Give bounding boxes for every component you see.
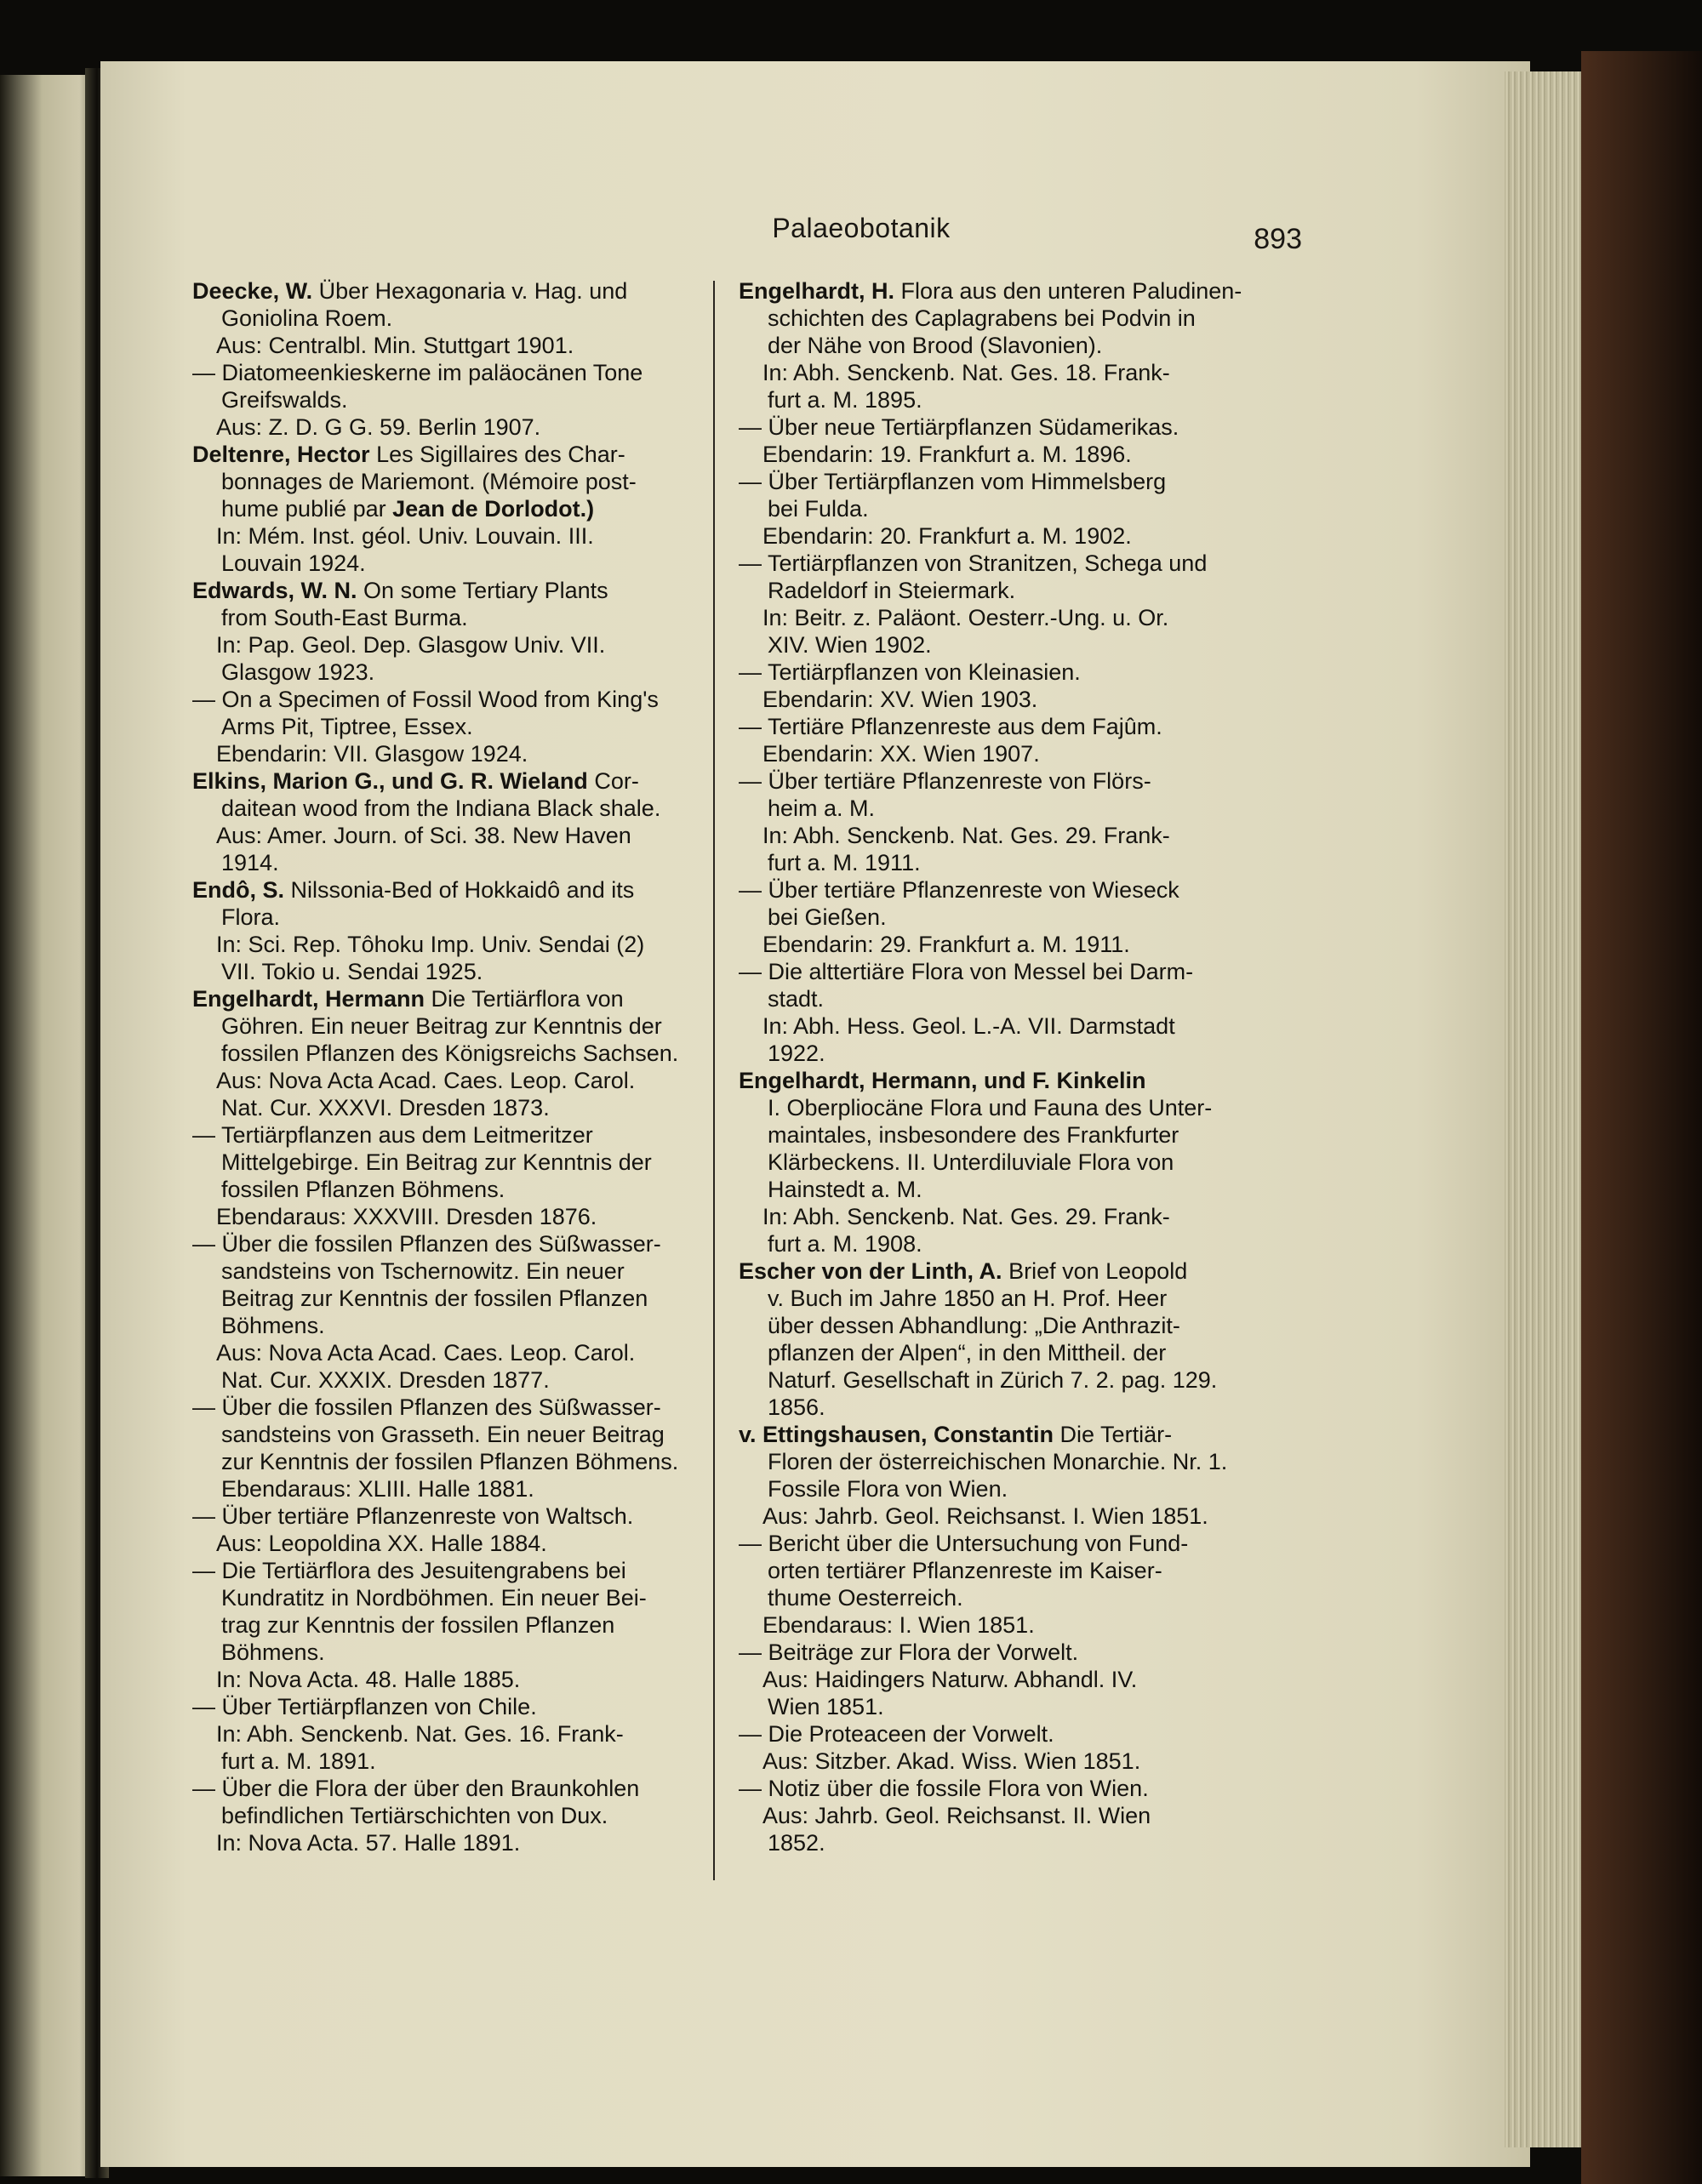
- entry-line: [739, 1121, 1261, 1149]
- entry-text: Radeldorf in Steiermark.: [768, 578, 1016, 603]
- entry-text: Nat. Cur. XXXIX. Dresden 1877.: [221, 1367, 550, 1393]
- entry-line: [192, 468, 713, 495]
- entry-text: fossilen Pflanzen Böhmens.: [221, 1177, 505, 1202]
- entry-line: [739, 468, 1261, 495]
- entry-text: — Über Tertiärpflanzen vom Himmelsberg: [739, 469, 1167, 494]
- entry-line: [739, 386, 1261, 413]
- entry-text: XIV. Wien 1902.: [768, 632, 932, 658]
- entry-line: [192, 985, 713, 1012]
- entry-text: I. Oberpliocäne Flora und Fauna des Unter-: [768, 1095, 1213, 1121]
- entry-line: [192, 550, 713, 577]
- entry-line: [192, 522, 713, 550]
- entry-text: Aus: Sitzber. Akad. Wiss. Wien 1851.: [762, 1748, 1141, 1774]
- entry-line: [739, 1611, 1261, 1639]
- entry-text: In: Nova Acta. 57. Halle 1891.: [216, 1830, 521, 1856]
- entry-text: — Bericht über die Untersuchung von Fund-: [739, 1531, 1189, 1556]
- entry-text: Aus: Nova Acta Acad. Caes. Leop. Carol.: [216, 1340, 636, 1366]
- entry-line: [192, 1748, 713, 1775]
- page-edges: [1505, 71, 1590, 2147]
- entry-text: Aus: Haidingers Naturw. Abhandl. IV.: [762, 1667, 1138, 1692]
- entry-text: — Über die fossilen Pflanzen des Süßwasser-: [192, 1394, 661, 1420]
- entry-text: Wien 1851.: [768, 1694, 884, 1719]
- entry-line: [739, 277, 1261, 305]
- entry-line: [739, 1693, 1261, 1720]
- author-name: Endô, S.: [192, 877, 284, 903]
- entry-text: Fossile Flora von Wien.: [768, 1476, 1008, 1502]
- entry-text: Louvain 1924.: [221, 550, 366, 576]
- entry-line: [739, 1176, 1261, 1203]
- entry-line: [192, 876, 713, 904]
- entry-line: [192, 1230, 713, 1257]
- entry-line: [739, 1802, 1261, 1829]
- entry-line: [192, 1584, 713, 1611]
- entry-line: [192, 1557, 713, 1584]
- entry-line: [192, 1121, 713, 1149]
- entry-line: [739, 1040, 1261, 1067]
- entry-line: [739, 441, 1261, 468]
- entry-text: Ebendaraus: I. Wien 1851.: [762, 1612, 1035, 1638]
- entry-line: [739, 1285, 1261, 1312]
- entry-text: Floren der österreichischen Monarchie. Nr. 1.: [768, 1449, 1228, 1474]
- entry-text: Glasgow 1923.: [221, 659, 375, 685]
- entry-line: [192, 931, 713, 958]
- bibliography-entry: [192, 359, 713, 441]
- entry-text: — Tertiärpflanzen von Kleinasien.: [739, 659, 1081, 685]
- entry-line: [739, 1366, 1261, 1394]
- entry-text: Aus: Leopoldina XX. Halle 1884.: [216, 1531, 547, 1556]
- entry-text: In: Abh. Senckenb. Nat. Ges. 29. Frank-: [762, 823, 1170, 848]
- entry-line: [739, 713, 1261, 740]
- entry-text: furt a. M. 1908.: [768, 1231, 922, 1257]
- entry-text: — Notiz über die fossile Flora von Wien.: [739, 1776, 1149, 1801]
- entry-line: [739, 1448, 1261, 1475]
- entry-text: zur Kenntnis der fossilen Pflanzen Böhmens.: [221, 1449, 679, 1474]
- entry-line: [739, 795, 1261, 822]
- entry-line: [192, 740, 713, 767]
- bibliography-entry: [192, 1503, 713, 1557]
- entry-line: [192, 1067, 713, 1094]
- right-column: [739, 277, 1261, 1856]
- entry-line: [739, 1394, 1261, 1421]
- entry-line: [739, 1584, 1261, 1611]
- entry-line: [739, 1639, 1261, 1666]
- column-divider: [713, 281, 715, 1880]
- entry-line: [192, 332, 713, 359]
- entry-line: [192, 1312, 713, 1339]
- entry-line: [192, 359, 713, 386]
- entry-text: In: Abh. Hess. Geol. L.-A. VII. Darmstadt: [762, 1013, 1175, 1039]
- entry-line: [739, 1312, 1261, 1339]
- bibliography-entry: [192, 577, 713, 686]
- entry-text: Kundratitz in Nordböhmen. Ein neuer Bei-: [221, 1585, 647, 1611]
- entry-text: In: Sci. Rep. Tôhoku Imp. Univ. Sendai (2): [216, 932, 645, 957]
- entry-line: [192, 1475, 713, 1503]
- entry-line: [192, 1829, 713, 1856]
- entry-line: [739, 958, 1261, 985]
- bibliography-entry: [739, 1720, 1261, 1775]
- entry-line: [739, 631, 1261, 659]
- author-name: Engelhardt, Hermann, und F. Kinkelin: [739, 1068, 1146, 1093]
- entry-text: maintales, insbesondere des Frankfurter: [768, 1122, 1179, 1148]
- entry-line: [739, 1829, 1261, 1856]
- entry-line: [739, 1203, 1261, 1230]
- entry-line: [192, 1421, 713, 1448]
- entry-line: [739, 577, 1261, 604]
- entry-line: [192, 305, 713, 332]
- entry-line: [192, 659, 713, 686]
- entry-text: Die Tertiär-: [1054, 1422, 1173, 1447]
- entry-line: [192, 1666, 713, 1693]
- entry-line: [739, 1748, 1261, 1775]
- bibliography-entry: [739, 468, 1261, 550]
- author-name: Edwards, W. N.: [192, 578, 357, 603]
- entry-text: stadt.: [768, 986, 825, 1012]
- bibliography-entry: [739, 767, 1261, 876]
- author-name: v. Ettingshausen, Constantin: [739, 1422, 1054, 1447]
- entry-line: [192, 386, 713, 413]
- entry-line: [192, 822, 713, 849]
- entry-line: [192, 904, 713, 931]
- entry-text: Über Hexagonaria v. Hag. und: [312, 278, 628, 304]
- author-name: Deecke, W.: [192, 278, 313, 304]
- entry-line: [192, 1639, 713, 1666]
- bibliography-entry: [739, 1639, 1261, 1720]
- bibliography-entry: [192, 1121, 713, 1230]
- bibliography-entry: [739, 277, 1261, 413]
- entry-text: Nilssonia-Bed of Hokkaidô and its: [284, 877, 635, 903]
- entry-line: [192, 1176, 713, 1203]
- entry-text: thume Oesterreich.: [768, 1585, 963, 1611]
- entry-line: [739, 822, 1261, 849]
- entry-text: Ebendaraus: XLIII. Halle 1881.: [221, 1476, 534, 1502]
- entry-text: bonnages de Mariemont. (Mémoire post-: [221, 469, 637, 494]
- bibliography-entry: [192, 686, 713, 767]
- entry-text: trag zur Kenntnis der fossilen Pflanzen: [221, 1612, 615, 1638]
- entry-line: [192, 495, 713, 522]
- bibliography-entry: [739, 1257, 1261, 1421]
- entry-text: In: Pap. Geol. Dep. Glasgow Univ. VII.: [216, 632, 606, 658]
- entry-line: [192, 1530, 713, 1557]
- entry-line: [192, 1149, 713, 1176]
- entry-text: — Über die Flora der über den Braunkohlen: [192, 1776, 640, 1801]
- bibliography-entry: [192, 1230, 713, 1394]
- running-header: Palaeobotanik: [772, 213, 951, 243]
- entry-line: [192, 1611, 713, 1639]
- entry-line: [192, 1339, 713, 1366]
- entry-text: Aus: Centralbl. Min. Stuttgart 1901.: [216, 333, 574, 358]
- entry-text: In: Abh. Senckenb. Nat. Ges. 29. Frank-: [762, 1204, 1170, 1229]
- entry-text: Arms Pit, Tiptree, Essex.: [221, 714, 473, 739]
- bibliography-entry: [739, 659, 1261, 713]
- entry-text: bei Fulda.: [768, 496, 869, 522]
- entry-line: [739, 1530, 1261, 1557]
- entry-line: [192, 1775, 713, 1802]
- entry-text: In: Nova Acta. 48. Halle 1885.: [216, 1667, 521, 1692]
- entry-text: — Tertiärpflanzen von Stranitzen, Schega und: [739, 550, 1208, 576]
- entry-text: — Beiträge zur Flora der Vorwelt.: [739, 1639, 1079, 1665]
- entry-text: — Über die fossilen Pflanzen des Süßwasser-: [192, 1231, 661, 1257]
- bibliography-entry: [192, 1775, 713, 1856]
- entry-line: [739, 1257, 1261, 1285]
- entry-line: [739, 550, 1261, 577]
- entry-line: [192, 713, 713, 740]
- author-name: Engelhardt, H.: [739, 278, 895, 304]
- entry-text: furt a. M. 1911.: [768, 850, 921, 875]
- entry-text: VII. Tokio u. Sendai 1925.: [221, 959, 483, 984]
- entry-text: Flora aus den unteren Paludinen-: [894, 278, 1242, 304]
- entry-line: [192, 1802, 713, 1829]
- entry-text: Hainstedt a. M.: [768, 1177, 922, 1202]
- entry-text: Goniolina Roem.: [221, 305, 393, 331]
- entry-text: 1852.: [768, 1830, 825, 1856]
- entry-text: Ebendarin: 19. Frankfurt a. M. 1896.: [762, 442, 1132, 467]
- entry-text: — Die Tertiärflora des Jesuitengrabens bei: [192, 1558, 626, 1583]
- entry-text: — Tertiäre Pflanzenreste aus dem Fajûm.: [739, 714, 1162, 739]
- entry-line: [192, 1040, 713, 1067]
- entry-line: [739, 904, 1261, 931]
- entry-line: [739, 1012, 1261, 1040]
- entry-text: — Über neue Tertiärpflanzen Südamerikas.: [739, 414, 1179, 440]
- entry-line: [739, 686, 1261, 713]
- bibliography-entry: [739, 1067, 1261, 1257]
- entry-line: [739, 1666, 1261, 1693]
- entry-text: — Über tertiäre Pflanzenreste von Flörs-: [739, 768, 1151, 794]
- entry-text: Die Tertiärflora von: [425, 986, 624, 1012]
- entry-text: über dessen Abhandlung: „Die Anthrazit-: [768, 1313, 1180, 1338]
- entry-text: v. Buch im Jahre 1850 an H. Prof. Heer: [768, 1286, 1168, 1311]
- entry-text: Greifswalds.: [221, 387, 348, 413]
- left-column: [192, 277, 713, 1856]
- bibliography-entry: [739, 958, 1261, 1067]
- entry-line: [192, 1720, 713, 1748]
- bibliography-entry: [192, 1693, 713, 1775]
- entry-line: [739, 305, 1261, 332]
- bibliography-entry: [192, 1557, 713, 1693]
- entry-line: [739, 1149, 1261, 1176]
- entry-text: — Über tertiäre Pflanzenreste von Waltsch.: [192, 1503, 634, 1529]
- entry-line: [739, 522, 1261, 550]
- entry-text: Ebendarin: XX. Wien 1907.: [762, 741, 1040, 767]
- entry-line: [192, 1448, 713, 1475]
- bibliography-entry: [192, 985, 713, 1121]
- entry-text: Aus: Jahrb. Geol. Reichsanst. II. Wien: [762, 1803, 1151, 1828]
- entry-line: [739, 1775, 1261, 1802]
- entry-line: [739, 1720, 1261, 1748]
- entry-text: fossilen Pflanzen des Königsreichs Sachsen.: [221, 1041, 679, 1066]
- entry-line: [192, 1394, 713, 1421]
- entry-text: Ebendaraus: XXXVIII. Dresden 1876.: [216, 1204, 597, 1229]
- author-name: Deltenre, Hector: [192, 442, 370, 467]
- entry-text: Aus: Z. D. G G. 59. Berlin 1907.: [216, 414, 541, 440]
- entry-line: [739, 1339, 1261, 1366]
- bibliography-entry: [192, 277, 713, 359]
- entry-text: sandsteins von Tschernowitz. Ein neuer: [221, 1258, 625, 1284]
- entry-line: [739, 1421, 1261, 1448]
- bibliography-entry: [192, 876, 713, 985]
- entry-line: [739, 985, 1261, 1012]
- entry-text: der Nähe von Brood (Slavonien).: [768, 333, 1103, 358]
- entry-text: — On a Specimen of Fossil Wood from King's: [192, 687, 659, 712]
- entry-line: [739, 332, 1261, 359]
- entry-text: schichten des Caplagrabens bei Podvin in: [768, 305, 1196, 331]
- entry-text: — Die alttertiäre Flora von Messel bei Darm-: [739, 959, 1194, 984]
- entry-line: [739, 1557, 1261, 1584]
- entry-line: [192, 767, 713, 795]
- entry-text: pflanzen der Alpen“, in den Mittheil. der: [768, 1340, 1167, 1366]
- entry-text: Böhmens.: [221, 1313, 325, 1338]
- bibliography-entry: [739, 1421, 1261, 1530]
- entry-text: orten tertiärer Pflanzenreste im Kaiser-: [768, 1558, 1162, 1583]
- bibliography-entry: [739, 713, 1261, 767]
- entry-line: [192, 413, 713, 441]
- entry-text: Nat. Cur. XXXVI. Dresden 1873.: [221, 1095, 550, 1121]
- entry-line: [192, 1503, 713, 1530]
- bibliography-entry: [192, 1394, 713, 1503]
- entry-text: — Die Proteaceen der Vorwelt.: [739, 1721, 1054, 1747]
- entry-line: [739, 1230, 1261, 1257]
- entry-text: In: Abh. Senckenb. Nat. Ges. 16. Frank-: [216, 1721, 624, 1747]
- entry-text: In: Abh. Senckenb. Nat. Ges. 18. Frank-: [762, 360, 1170, 385]
- author-name: Escher von der Linth, A.: [739, 1258, 1002, 1284]
- entry-line: [739, 604, 1261, 631]
- entry-line: [192, 1203, 713, 1230]
- entry-text: Ebendarin: 29. Frankfurt a. M. 1911.: [762, 932, 1130, 957]
- author-name: Engelhardt, Hermann: [192, 986, 426, 1012]
- bibliography-entry: [739, 876, 1261, 958]
- entry-text: In: Mém. Inst. géol. Univ. Louvain. III.: [216, 523, 594, 549]
- entry-text: 1914.: [221, 850, 279, 875]
- entry-line: [192, 958, 713, 985]
- entry-text: Göhren. Ein neuer Beitrag zur Kenntnis der: [221, 1013, 662, 1039]
- page-number: 893: [1254, 223, 1302, 255]
- bibliography-entry: [739, 1530, 1261, 1639]
- entry-text: Les Sigillaires des Char-: [369, 442, 625, 467]
- entry-line: [739, 359, 1261, 386]
- entry-line: [739, 740, 1261, 767]
- entry-line: [192, 1285, 713, 1312]
- entry-text: Naturf. Gesellschaft in Zürich 7. 2. pag. 129.: [768, 1367, 1218, 1393]
- editor-name: Jean de Dorlodot.): [392, 496, 595, 522]
- entry-text: — Tertiärpflanzen aus dem Leitmeritzer: [192, 1122, 593, 1148]
- entry-text: In: Beitr. z. Paläont. Oesterr.-Ung. u. Or.: [762, 605, 1169, 630]
- bibliography-entry: [739, 413, 1261, 468]
- entry-text: bei Gießen.: [768, 904, 887, 930]
- entry-text: hume publié par: [221, 496, 393, 522]
- entry-text: heim a. M.: [768, 795, 876, 821]
- entry-line: [192, 1094, 713, 1121]
- bibliography-entry: [739, 1775, 1261, 1856]
- entry-line: [739, 931, 1261, 958]
- entry-text: Mittelgebirge. Ein Beitrag zur Kenntnis der: [221, 1149, 652, 1175]
- entry-line: [192, 849, 713, 876]
- entry-text: sandsteins von Grasseth. Ein neuer Beitrag: [221, 1422, 665, 1447]
- entry-text: — Über tertiäre Pflanzenreste von Wieseck: [739, 877, 1179, 903]
- entry-text: Cor-: [587, 768, 639, 794]
- entry-line: [739, 1067, 1261, 1094]
- entry-text: from South-East Burma.: [221, 605, 468, 630]
- entry-text: Brief von Leopold: [1002, 1258, 1188, 1284]
- entry-text: Flora.: [221, 904, 281, 930]
- book-cover: [1581, 51, 1702, 2184]
- entry-line: [739, 1503, 1261, 1530]
- entry-text: furt a. M. 1891.: [221, 1748, 376, 1774]
- entry-text: — Über Tertiärpflanzen von Chile.: [192, 1694, 537, 1719]
- entry-text: 1922.: [768, 1041, 825, 1066]
- entry-line: [192, 277, 713, 305]
- entry-line: [192, 795, 713, 822]
- entry-text: befindlichen Tertiärschichten von Dux.: [221, 1803, 608, 1828]
- entry-text: Aus: Amer. Journ. of Sci. 38. New Haven: [216, 823, 631, 848]
- entry-text: Ebendarin: VII. Glasgow 1924.: [216, 741, 528, 767]
- entry-line: [739, 1475, 1261, 1503]
- entry-text: On some Tertiary Plants: [357, 578, 608, 603]
- entry-line: [192, 577, 713, 604]
- entry-line: [192, 1693, 713, 1720]
- entry-text: furt a. M. 1895.: [768, 387, 922, 413]
- entry-text: Böhmens.: [221, 1639, 325, 1665]
- entry-line: [739, 413, 1261, 441]
- entry-text: Aus: Jahrb. Geol. Reichsanst. I. Wien 1851.: [762, 1503, 1208, 1529]
- entry-line: [192, 1012, 713, 1040]
- entry-text: 1856.: [768, 1394, 825, 1420]
- entry-line: [192, 441, 713, 468]
- entry-line: [739, 495, 1261, 522]
- entry-text: Beitrag zur Kenntnis der fossilen Pflanzen: [221, 1286, 648, 1311]
- entry-line: [739, 1094, 1261, 1121]
- bibliography-entry: [192, 441, 713, 577]
- entry-line: [739, 659, 1261, 686]
- entry-line: [739, 767, 1261, 795]
- entry-line: [192, 1366, 713, 1394]
- author-name: Elkins, Marion G., und G. R. Wieland: [192, 768, 588, 794]
- entry-line: [192, 686, 713, 713]
- bibliography-entry: [739, 550, 1261, 659]
- bibliography-entry: [192, 767, 713, 876]
- entry-line: [192, 604, 713, 631]
- entry-text: Aus: Nova Acta Acad. Caes. Leop. Carol.: [216, 1068, 636, 1093]
- entry-line: [739, 849, 1261, 876]
- entry-line: [739, 876, 1261, 904]
- entry-line: [192, 631, 713, 659]
- entry-text: Ebendarin: 20. Frankfurt a. M. 1902.: [762, 523, 1132, 549]
- entry-text: daitean wood from the Indiana Black shale.: [221, 795, 661, 821]
- facing-page-edge: [0, 75, 94, 2176]
- entry-text: Klärbeckens. II. Unterdiluviale Flora von: [768, 1149, 1174, 1175]
- entry-line: [192, 1257, 713, 1285]
- entry-text: Ebendarin: XV. Wien 1903.: [762, 687, 1038, 712]
- entry-text: — Diatomeenkieskerne im paläocänen Tone: [192, 360, 643, 385]
